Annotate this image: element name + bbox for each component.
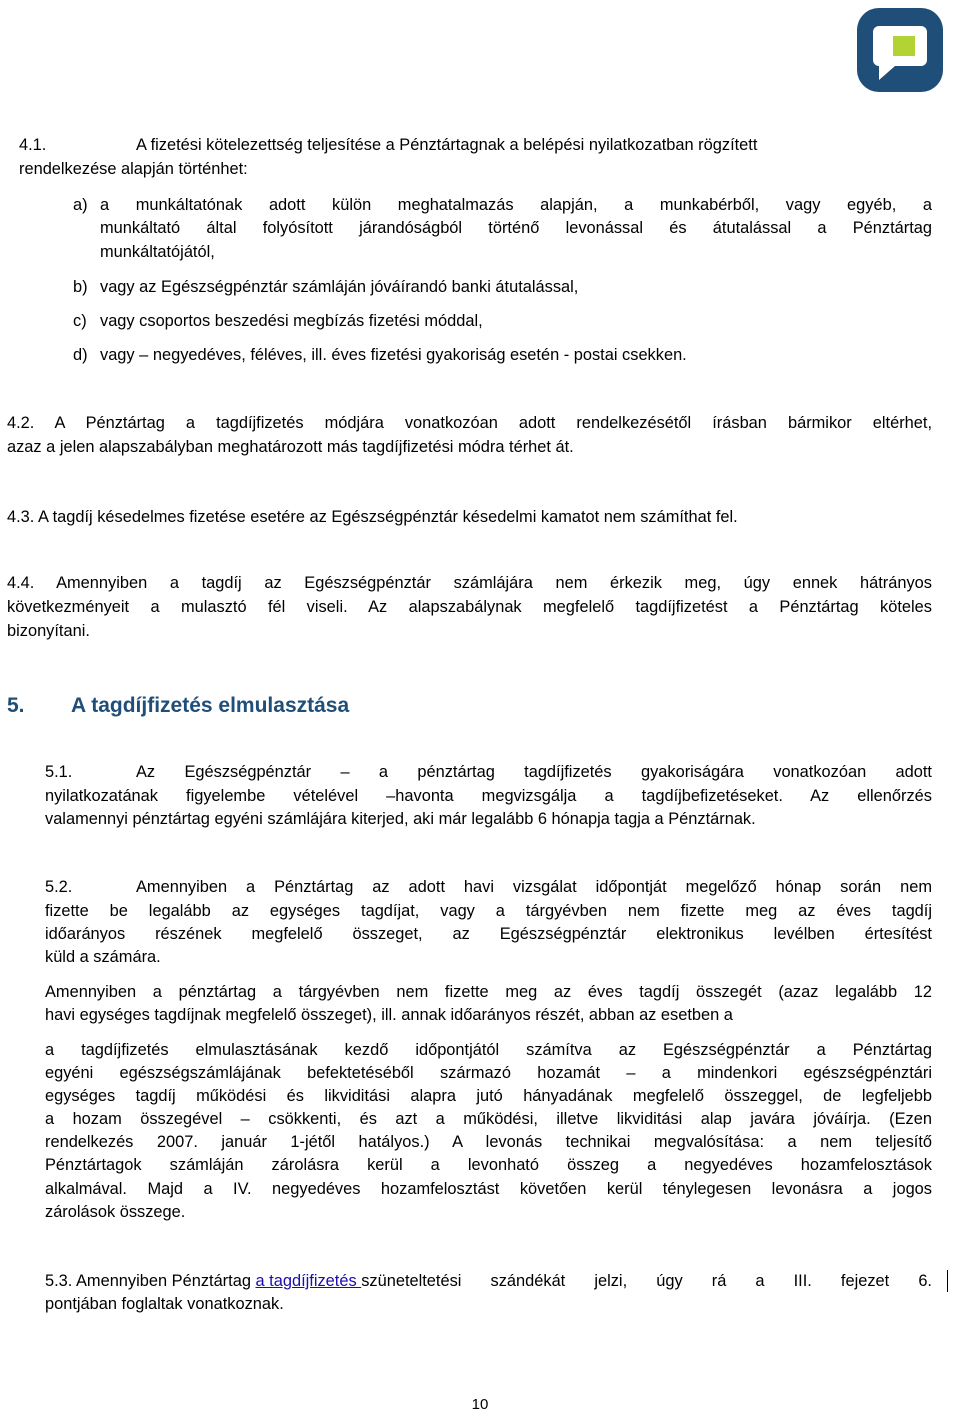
list-label-c: c) <box>73 312 87 330</box>
section-5-2-para-3-line-2: egyéni egészségszámlájának befektetéséből származó hozamát – a mindenkori egészségpénztári <box>45 1064 932 1082</box>
section-5-3-text-end: szüneteltetési szándékát jelzi, úgy rá a III. fejezet 6. <box>361 1272 932 1290</box>
list-label-a: a) <box>73 196 88 214</box>
list-label-d: d) <box>73 346 88 364</box>
section-5-number: 5. <box>7 694 25 717</box>
section-5-2-para-2-line-1: Amennyiben a pénztártag a tárgyévben nem fizette meg az éves tagdíj összegét (azaz legalább 12 <box>45 983 932 1001</box>
tagdijfizetes-link[interactable]: a tagdíjfizetés <box>255 1272 362 1290</box>
section-5-3-line-1 <box>45 1270 932 1294</box>
section-5-2-para-3-line-5: rendelkezés 2007. január 1-jétől hatályos.) A levonás technikai megvalósítása: a nem teljesítő <box>45 1133 932 1151</box>
section-5-2-para-3-line-6: Pénztártagok számláján zárolásra kerül a levonható összeg a negyedéves hozamfelosztások <box>45 1156 932 1174</box>
section-5-1-line-2: nyilatkozatának figyelembe vételével –havonta megvizsgálja a tagdíjbefizetéseket. Az ellenőrzés <box>45 787 932 805</box>
section-5-2-line-4: küld a számára. <box>45 948 161 966</box>
list-item-a-line-2: munkáltató által folyósított járandóságból történő levonással és átutalással a Pénztártag <box>100 219 932 237</box>
section-5-3-line-2: pontjában foglaltak vonatkoznak. <box>45 1295 284 1313</box>
section-4-4-line-1: 4.4. Amennyiben a tagdíj az Egészségpénztár számlájára nem érkezik meg, úgy ennek hátrányos <box>7 574 932 592</box>
list-item-a-line-1: a munkáltatónak adott külön meghatalmazás alapján, a munkabérből, vagy egyéb, a <box>100 196 932 214</box>
list-item-d: vagy – negyedéves, féléves, ill. éves fizetési gyakoriság esetén - postai csekken. <box>100 346 687 364</box>
section-5-2-para-2-line-2: havi egységes tagdíjnak megfelelő összeget), ill. annak időarányos részét, abban az esetben a <box>45 1006 733 1024</box>
section-4-1-number: 4.1. <box>19 136 47 154</box>
section-4-1-line-2: rendelkezése alapján történhet: <box>19 160 248 178</box>
section-5-2-para-3-line-7: alkalmával. Majd a IV. negyedéves hozamfelosztást követően kerül ténylegesen levonásra a jogos <box>45 1180 932 1198</box>
section-5-1-number: 5.1. <box>45 763 73 781</box>
section-5-3-text-start: 5.3. Amennyiben Pénztártag <box>45 1272 256 1290</box>
section-4-2-line-2: azaz a jelen alapszabályban meghatározott más tagdíjfizetési módra térhet át. <box>7 438 574 456</box>
section-5-title: A tagdíjfizetés elmulasztása <box>71 694 350 717</box>
list-item-c: vagy csoportos beszedési megbízás fizetési móddal, <box>100 312 483 330</box>
section-5-2-number: 5.2. <box>45 878 73 896</box>
change-bar <box>947 1270 948 1292</box>
section-5-2-para-3-line-3: egységes tagdíj működési és likviditási alapra jutó hányadának megfelelő összeggel, de legfeljebb <box>45 1087 932 1105</box>
section-4-1-line-1: A fizetési kötelezettség teljesítése a Pénztártagnak a belépési nyilatkozatban rögzített <box>136 136 758 154</box>
section-5-1-line-1: Az Egészségpénztár – a pénztártag tagdíjfizetés gyakoriságára vonatkozóan adott <box>136 763 932 781</box>
list-item-b: vagy az Egészségpénztár számláján jóváírandó banki átutalással, <box>100 278 579 296</box>
page-number: 10 <box>471 1396 489 1413</box>
list-item-a-line-3: munkáltatójától, <box>100 243 215 261</box>
section-4-4-line-2: következményeit a mulasztó fél viseli. Az alapszabálynak megfelelő tagdíjfizetést a Pénztártag köteles <box>7 598 932 616</box>
section-5-2-para-3-line-4: a hozam összegével – csökkenti, és azt a működési, illetve likviditási alap javára jóváírja. (Ezen <box>45 1110 932 1128</box>
section-5-2-line-3: időarányos részének megfelelő összeget, az Egészségpénztár elektronikus levélben értesítést <box>45 925 932 943</box>
list-label-b: b) <box>73 278 88 296</box>
section-5-1-line-3: valamennyi pénztártag egyéni számlájára kiterjed, aki már legalább 6 hónapja tagja a Pénztárnak. <box>45 810 756 828</box>
section-4-3: 4.3. A tagdíj késedelmes fizetése esetére az Egészségpénztár késedelmi kamatot nem számíthat fel. <box>7 508 738 526</box>
section-5-2-line-1: Amennyiben a Pénztártag az adott havi vizsgálat időpontját megelőző hónap során nem <box>136 878 932 896</box>
brand-logo-icon <box>857 8 943 92</box>
section-4-2-line-1: 4.2. A Pénztártag a tagdíjfizetés módjára vonatkozóan adott rendelkezésétől írásban bármikor eltérhet, <box>7 414 932 432</box>
section-5-2-line-2: fizette be legalább az egységes tagdíjat, vagy a tárgyévben nem fizette meg az éves tagdíj <box>45 902 932 920</box>
section-5-2-para-3-line-1: a tagdíjfizetés elmulasztásának kezdő időpontjától számítva az Egészségpénztár a Pénztártag <box>45 1041 932 1059</box>
section-5-2-para-3-line-8: zárolások összege. <box>45 1203 186 1221</box>
section-4-4-line-3: bizonyítani. <box>7 622 90 640</box>
